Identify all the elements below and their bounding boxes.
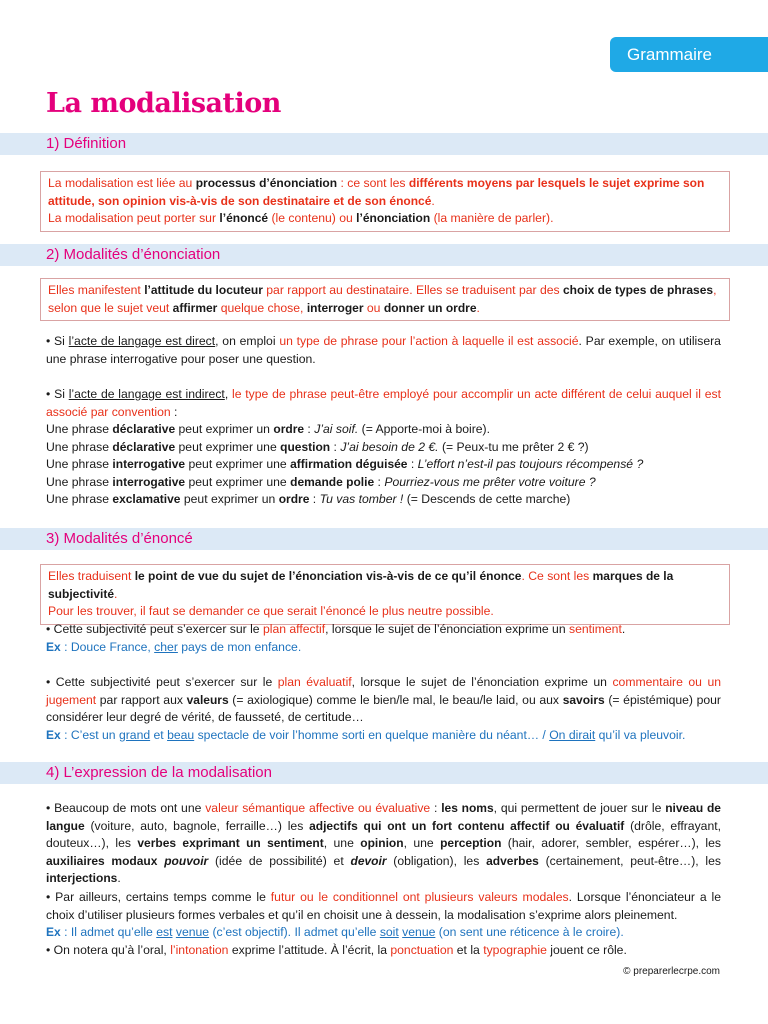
category-tag: Grammaire [610, 37, 768, 72]
section-header-expression: 4) L’expression de la modalisation [0, 762, 768, 784]
paragraph-mots: • Beaucoup de mots ont une valeur sémantique affective ou évaluative : les noms, qui permettent de jouer sur le niveau de langue (voiture, auto, bagnole, ferraille…) les adjectifs qui ont un fort contenu affectif ou évaluatif (drôle, effrayant, douteux…), les verbes exprimant un sentiment, une opinion, une perception (hair, adorer, sembler, espérer…), les auxiliaires modaux pouvoir (idée de possibilité) et devoir (obligation), les adverbes (certainement, peut-être…), les interjections. [46, 801, 722, 885]
paragraph-temps: • Par ailleurs, certains temps comme le futur ou le conditionnel ont plusieurs valeurs modales. Lorsque l’énonciateur a le choix d’utiliser plusieurs formes verbales et qu’il en choisit une à dessein, la modalisation s’exprime alors pleinement. Ex : Il admet qu’elle est venue (c’est objectif). Il admet qu’elle soit venue (on sent une réticence à le croire). [46, 890, 721, 939]
paragraph-affectif: • Cette subjectivité peut s’exercer sur le plan affectif, lorsque le sujet de l’énonciation exprime un sentiment. Ex : Douce France, cher pays de mon enfance. [46, 622, 626, 654]
section-header-enonciation: 2) Modalités d’énonciation [0, 244, 768, 266]
enonciation-box: Elles manifestent l’attitude du locuteur par rapport au destinataire. Elles se traduisent par des choix de types de phrases, selon que le sujet veut affirmer quelque chose, interroger ou donner un ordre. [40, 278, 730, 321]
enonce-box: Elles traduisent le point de vue du sujet de l’énonciation vis-à-vis de ce qu’il énonce. Ce sont les marques de la subjectivité. Pour les trouver, il faut se demander ce que serait l’énoncé le plus neutre possible. [40, 564, 730, 625]
list-item: Une phrase interrogative peut exprimer une demande polie : Pourriez-vous me prêter votre voiture ? [46, 474, 596, 489]
paragraph-evaluatif: • Cette subjectivité peut s’exercer sur le plan évaluatif, lorsque le sujet de l’énonciation exprime un commentaire ou un jugement par rapport aux valeurs (= axiologique) comme le bien/le mal, le beau/le laid, ou aux savoirs (= épistémique) pour considérer leur degré de vérité, de fausseté, de certitude… Ex : C’est un grand et beau spectacle de voir l’homme sorti en quelque manière du néant… / On dirait qu’il va pleuvoir. [46, 675, 721, 742]
list-item: Une phrase déclarative peut exprimer une question : J’ai besoin de 2 €. (= Peux-tu me prêter 2 € ?) [46, 439, 589, 454]
paragraph-direct: • Si l’acte de langage est direct, on emploi un type de phrase pour l’action à laquelle il est associé. Par exemple, on utilisera une phrase interrogative pour poser une question. [46, 334, 721, 366]
section-header-definition: 1) Définition [0, 133, 768, 155]
list-item: Une phrase exclamative peut exprimer un ordre : Tu vas tomber ! (= Descends de cette marche) [46, 492, 571, 506]
page-title: La modalisation [46, 88, 281, 119]
list-item: Une phrase interrogative peut exprimer une affirmation déguisée : L’effort n’est-il pas toujours récompensé ? [46, 457, 644, 471]
paragraph-oral: • On notera qu’à l’oral, l’intonation exprime l’attitude. À l’écrit, la ponctuation et la typographie jouent ce rôle. [46, 943, 627, 957]
paragraph-indirect: • Si l’acte de langage est indirect, le type de phrase peut-être employé pour accomplir un acte différent de celui auquel il est associé par convention : [46, 387, 721, 419]
footer-credit: © preparerlecrpe.com [623, 966, 720, 977]
examples-list [46, 421, 721, 509]
section-header-enonce: 3) Modalités d’énoncé [0, 528, 768, 550]
list-item: Une phrase déclarative peut exprimer un ordre : J’ai soif. (= Apporte-moi à boire). [46, 422, 491, 436]
definition-box: La modalisation est liée au processus d’énonciation : ce sont les différents moyens par lesquels le sujet exprime son attitude, son opinion vis-à-vis de son destinataire et de son énoncé. La modalisation peut porter sur l’énoncé (le contenu) ou l’énonciation (la manière de parler). [40, 171, 730, 232]
